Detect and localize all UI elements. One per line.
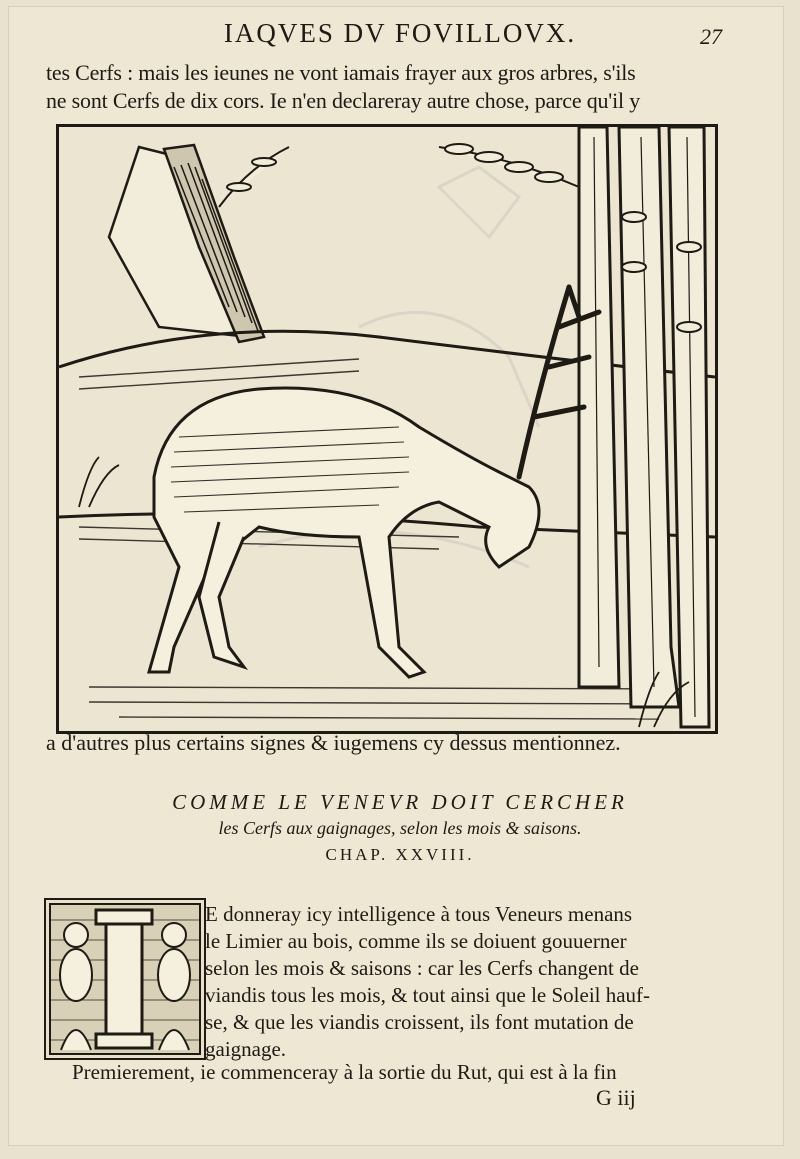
paragraph-line-4: viandis tous les mois, & tout ainsi que le Soleil hauf-: [205, 983, 651, 1007]
signature-mark: G iij: [596, 1085, 636, 1110]
paragraph-line-1: E donneray icy intelligence à tous Veneurs menans: [205, 902, 633, 926]
chapter-number: CHAP. XXVIII.: [325, 845, 475, 864]
text-line-1: tes Cerfs : mais les ieunes ne vont iamais frayer aux gros arbres, s'ils: [46, 60, 636, 85]
drop-cap-initial: [44, 898, 206, 1060]
paragraph-line-6: gaignage.: [205, 1037, 287, 1061]
chapter-title: COMME LE VENEVR DOIT CERCHER: [172, 790, 628, 814]
paragraph-line-3: selon les mois & saisons : car les Cerfs changent de: [205, 956, 639, 980]
paragraph-line-2: le Limier au bois, comme ils se doiuent gouuerner: [205, 929, 627, 953]
text-line-2: ne sont Cerfs de dix cors. Ie n'en declareray autre chose, parce qu'il y: [46, 88, 640, 113]
page-number: 27: [700, 24, 722, 49]
stag-woodcut-icon: [59, 127, 715, 731]
running-title: IAQVES DV FOVILLOVX.: [223, 18, 577, 48]
text-line-3: a d'autres plus certains signes & iugemens cy dessus mentionnez.: [46, 730, 621, 755]
chapter-subtitle: les Cerfs aux gaignages, selon les mois & saisons.: [218, 818, 582, 838]
woodcut-illustration: [56, 124, 718, 734]
paragraph-last-line: Premierement, ie commenceray à la sortie du Rut, qui est à la fin: [72, 1060, 617, 1084]
paragraph-line-5: se, & que les viandis croissent, ils font mutation de: [205, 1010, 634, 1034]
decorated-initial-icon: [46, 900, 204, 1058]
